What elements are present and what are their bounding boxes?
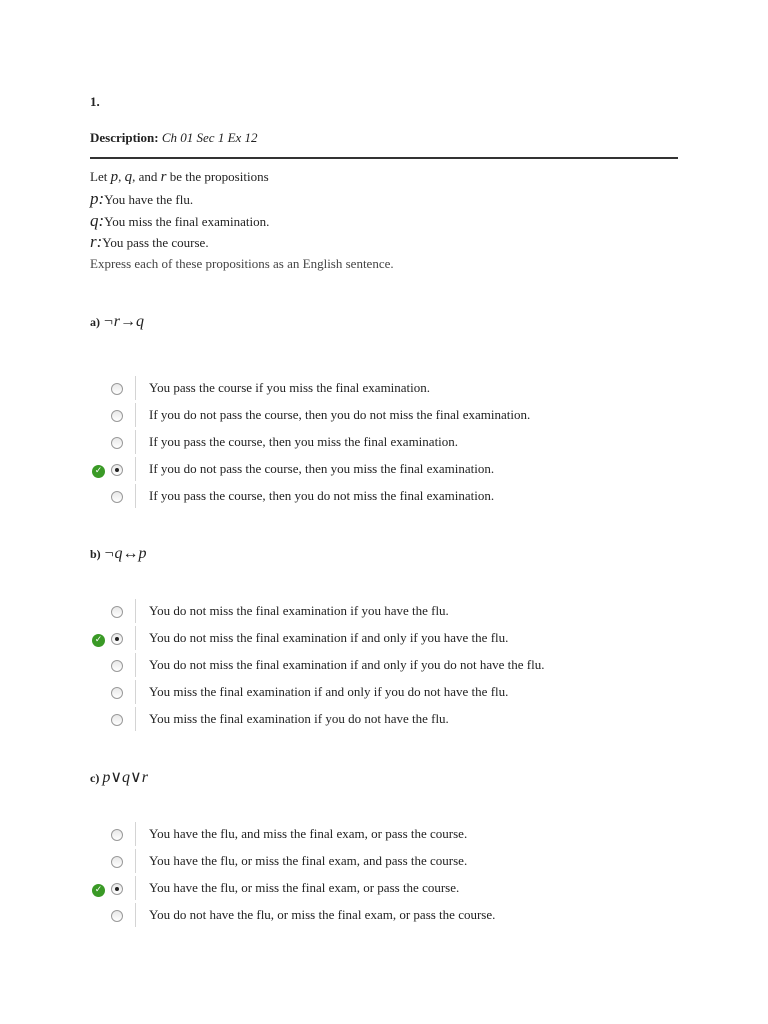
part-a-expression: ¬r→q bbox=[103, 313, 145, 330]
option-a-1[interactable] bbox=[90, 378, 690, 402]
radio-button[interactable] bbox=[111, 910, 123, 922]
option-text: You have the flu, or miss the final exam, and pass the course. bbox=[149, 853, 468, 868]
correct-check-icon: ✓ bbox=[92, 465, 105, 478]
part-c-label: c) bbox=[90, 771, 100, 785]
radio-button[interactable] bbox=[111, 714, 123, 726]
option-text: You pass the course if you miss the final examination. bbox=[149, 380, 431, 395]
question-intro bbox=[90, 166, 680, 275]
option-text: You have the flu, or miss the final exam, or pass the course. bbox=[149, 880, 460, 895]
option-separator bbox=[135, 484, 136, 508]
description-label: Description: bbox=[90, 130, 159, 145]
divider bbox=[90, 157, 678, 159]
radio-button-selected[interactable] bbox=[111, 633, 123, 645]
option-text: If you pass the course, then you do not miss the final examination. bbox=[149, 488, 495, 503]
option-separator bbox=[135, 626, 136, 650]
option-a-3[interactable] bbox=[90, 432, 690, 456]
option-separator bbox=[135, 653, 136, 677]
var-q: q bbox=[124, 169, 133, 185]
part-b-label: b) bbox=[90, 547, 101, 561]
option-text: You miss the final examination if you do not have the flu. bbox=[149, 711, 449, 726]
description-value: Ch 01 Sec 1 Ex 12 bbox=[161, 130, 258, 145]
radio-button-selected[interactable] bbox=[111, 464, 123, 476]
option-c-1[interactable] bbox=[90, 824, 690, 848]
part-a-heading bbox=[90, 313, 144, 331]
part-b-heading bbox=[90, 545, 146, 563]
proposition-p: p:You have the flu. bbox=[90, 188, 194, 208]
option-separator bbox=[135, 707, 136, 731]
option-b-4[interactable] bbox=[90, 682, 690, 706]
option-b-1[interactable] bbox=[90, 601, 690, 625]
proposition-r: r:You pass the course. bbox=[90, 232, 209, 252]
option-separator bbox=[135, 430, 136, 454]
proposition-q: q:You miss the final examination. bbox=[90, 210, 270, 230]
radio-button[interactable] bbox=[111, 660, 123, 672]
radio-button[interactable] bbox=[111, 829, 123, 841]
description bbox=[90, 130, 258, 146]
option-text: If you do not pass the course, then you do not miss the final examination. bbox=[149, 407, 531, 422]
radio-button[interactable] bbox=[111, 410, 123, 422]
option-text: You do not miss the final examination if and only if you have the flu. bbox=[149, 630, 509, 645]
option-text: If you pass the course, then you miss the final examination. bbox=[149, 434, 459, 449]
part-c-heading bbox=[90, 767, 148, 787]
part-b-expression: ¬q↔p bbox=[103, 545, 147, 562]
option-separator bbox=[135, 822, 136, 846]
instruction: Express each of these propositions as an English sentence. bbox=[90, 256, 394, 272]
option-text: You do not have the flu, or miss the final exam, or pass the course. bbox=[149, 907, 496, 922]
var-r: r bbox=[160, 169, 167, 185]
option-b-5[interactable] bbox=[90, 709, 690, 733]
option-a-4[interactable] bbox=[90, 459, 690, 483]
question-number: 1. bbox=[90, 94, 100, 109]
option-text: You have the flu, and miss the final exam, or pass the course. bbox=[149, 826, 468, 841]
let-prefix: Let bbox=[90, 169, 108, 184]
option-separator bbox=[135, 457, 136, 481]
option-separator bbox=[135, 599, 136, 623]
option-separator bbox=[135, 403, 136, 427]
option-separator bbox=[135, 680, 136, 704]
comma-and: , and bbox=[132, 169, 158, 184]
option-a-2[interactable] bbox=[90, 405, 690, 429]
radio-button[interactable] bbox=[111, 687, 123, 699]
option-text: You do not miss the final examination if you have the flu. bbox=[149, 603, 449, 618]
radio-button-selected[interactable] bbox=[111, 883, 123, 895]
radio-button[interactable] bbox=[111, 491, 123, 503]
option-b-2[interactable] bbox=[90, 628, 690, 652]
option-text: If you do not pass the course, then you miss the final examination. bbox=[149, 461, 495, 476]
part-c-expression: p∨q∨r bbox=[102, 769, 148, 786]
radio-button[interactable] bbox=[111, 606, 123, 618]
radio-button[interactable] bbox=[111, 383, 123, 395]
radio-button[interactable] bbox=[111, 437, 123, 449]
option-c-2[interactable] bbox=[90, 851, 690, 875]
correct-check-icon: ✓ bbox=[92, 884, 105, 897]
option-a-5[interactable] bbox=[90, 486, 690, 510]
radio-button[interactable] bbox=[111, 856, 123, 868]
option-c-3[interactable] bbox=[90, 878, 690, 902]
option-b-3[interactable] bbox=[90, 655, 690, 679]
option-separator bbox=[135, 876, 136, 900]
comma-1: , bbox=[118, 169, 122, 184]
option-separator bbox=[135, 849, 136, 873]
be-text: be the propositions bbox=[169, 169, 269, 184]
option-c-4[interactable] bbox=[90, 905, 690, 929]
correct-check-icon: ✓ bbox=[92, 634, 105, 647]
var-p: p bbox=[110, 169, 119, 185]
option-separator bbox=[135, 903, 136, 927]
option-separator bbox=[135, 376, 136, 400]
option-text: You do not miss the final examination if and only if you do not have the flu. bbox=[149, 657, 545, 672]
option-text: You miss the final examination if and only if you do not have the flu. bbox=[149, 684, 509, 699]
intro-let-line bbox=[90, 166, 680, 188]
part-a-label: a) bbox=[90, 315, 100, 329]
